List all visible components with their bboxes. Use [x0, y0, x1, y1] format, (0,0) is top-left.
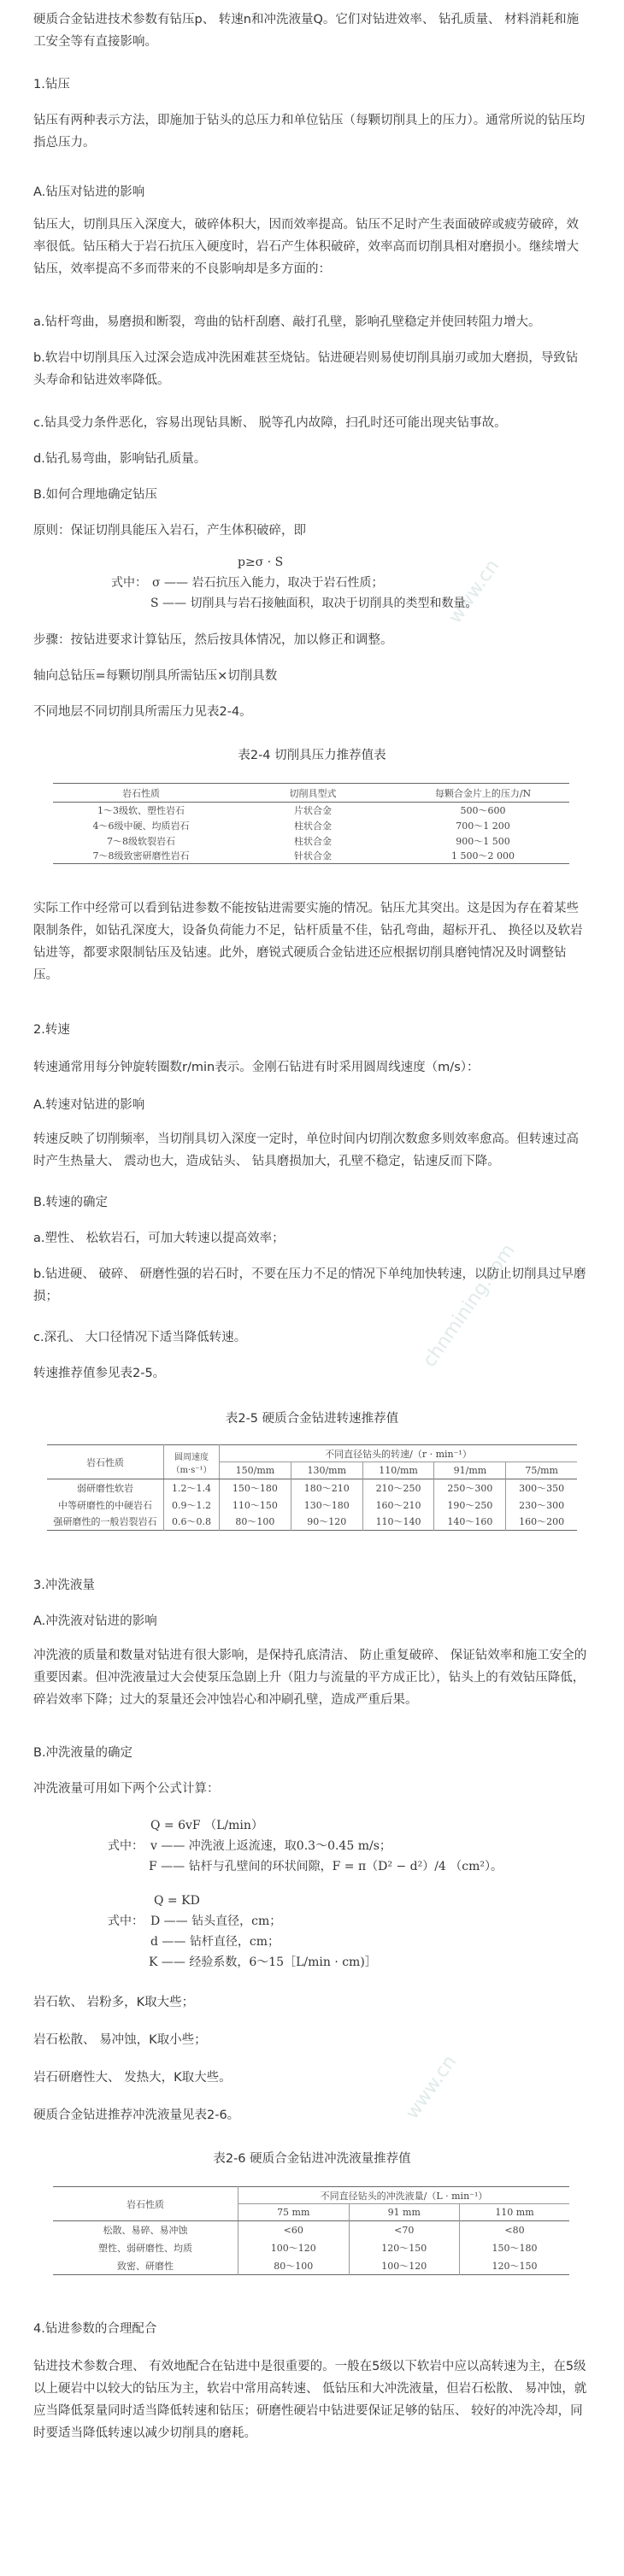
- subsection-title: B.转速的确定: [33, 1196, 109, 1209]
- formula-pressure: [0, 552, 624, 620]
- table-cell: 190～250: [434, 1497, 506, 1514]
- table-row: [53, 849, 569, 864]
- paragraph: 岩石软、 岩粉多，K取大些；: [33, 1996, 195, 2009]
- table-header: 岩石性质: [53, 2187, 238, 2221]
- subsection-title: B.冲洗液量的确定: [33, 1746, 133, 1760]
- formula-flow-1: [0, 1815, 624, 1884]
- paragraph: 钻压大，切削具压入深度大，破碎体积大，因而效率提高。钻压不足时产生表面破碎或疲劳破碎，效率很低。钻压稍大于岩石抗压入硬度时，岩石产生体积破碎，效率高而切削具相对磨损小。继续增大钻压，效率提高不多而带来的不良影响却是多方面的：: [33, 218, 579, 276]
- table-cell: <60: [238, 2221, 350, 2239]
- table-cell: 致密、研磨性: [53, 2257, 238, 2275]
- formula-line: D —— 钻头直径，cm；: [150, 1914, 282, 1928]
- table-header: 130/mm: [291, 1462, 362, 1479]
- table-cell: 80～100: [220, 1514, 291, 1531]
- table-cell: 柱状合金: [294, 820, 332, 832]
- table-row: [53, 803, 569, 818]
- table-cell: 松散、易碎、易冲蚀: [53, 2221, 238, 2239]
- formula-flow-2: [0, 1891, 624, 1985]
- subsection-title: A.转速对钻进的影响: [33, 1098, 145, 1112]
- table-header: 岩石性质: [122, 787, 160, 799]
- table-cell: 210～250: [362, 1479, 434, 1497]
- section-title-speed: 2.转速: [33, 1023, 70, 1037]
- table-header: 岩石性质: [47, 1445, 164, 1479]
- table-header: 圆周速度（m·s⁻¹）: [164, 1445, 220, 1479]
- table-cell: 7～8级软裂岩石: [107, 835, 175, 847]
- table-cell: 0.6～0.8: [164, 1514, 220, 1531]
- table-cell: 7～8级致密研磨性岩石: [92, 850, 190, 862]
- table-row: [53, 818, 569, 833]
- table-cell: 1～3级软、塑性岩石: [97, 804, 185, 816]
- table-caption: 表2-6 硬质合金钻进冲洗液量推荐值: [213, 2152, 411, 2166]
- formula-main: p≥σ · S: [238, 556, 284, 569]
- table-header: 150/mm: [220, 1462, 291, 1479]
- table-header: 91 mm: [349, 2204, 460, 2221]
- paragraph: 冲洗液的质量和数量对钻进有很大影响，是保持孔底清洁、 防止重复破碎、 保证钻效率和施工安全的重要因素。但冲洗液量过大会使泵压急剧上升（阻力与流量的平方成正比），钻头上的有效钻压降低，碎岩效率下降；过大的泵量还会冲蚀岩心和冲刷孔壁，造成严重后果。: [33, 1649, 587, 1707]
- table-cell: 强研磨性的一般岩裂岩石: [47, 1514, 164, 1531]
- table-2-6: [53, 2186, 569, 2275]
- paragraph: 原则：保证切削具能压入岩石，产生体积破碎，即: [33, 524, 306, 538]
- table-cell: 0.9～1.2: [164, 1497, 220, 1514]
- subsection-title: B.如何合理地确定钻压: [33, 488, 158, 502]
- table-cell: 100～120: [238, 2239, 350, 2257]
- paragraph: 转速推荐值参见表2-5。: [33, 1367, 166, 1380]
- table-row: [53, 2239, 569, 2257]
- table-cell: <80: [504, 2224, 525, 2236]
- table-cell: 120～150: [349, 2239, 460, 2257]
- paragraph: 实际工作中经常可以看到钻进参数不能按钻进需要实施的情况。钻压尤其突出。这是因为存在着某些限制条件，如钻孔深度大，设备负荷能力不足，钻杆质量不佳，钻孔弯曲，超标开孔、 换径以及软岩钻进等，都要求限制钻压及钻速。此外，磨锐式硬质合金钻进还应根据切削具磨钝情况及时调整钻压。: [33, 902, 583, 982]
- paragraph: 轴向总钻压=每颗切削具所需钻压×切削具数: [33, 669, 278, 683]
- formula-line: F —— 钻杆与孔壁间的环状间隙，F = π（D² − d²）/4 （cm²）。: [149, 1860, 503, 1873]
- formula-main: Q = 6vF （L/min）: [150, 1819, 263, 1832]
- subsection-title: A.钻压对钻进的影响: [33, 185, 145, 199]
- table-caption: 表2-4 切削具压力推荐值表: [238, 749, 386, 762]
- table-cell: 110～140: [362, 1514, 434, 1531]
- table-row: [47, 1497, 577, 1514]
- table-cell: 120～150: [492, 2260, 538, 2272]
- table-cell: 1.2～1.4: [164, 1479, 220, 1497]
- paragraph: 不同地层不同切削具所需压力见表2-4。: [33, 705, 252, 719]
- intro-paragraph: 硬质合金钻进技术参数有钻压p、 转速n和冲洗液量Q。它们对钻进效率、 钻孔质量、 材料消耗和施工安全等有直接影响。: [33, 13, 580, 49]
- table-2-5: [47, 1444, 577, 1531]
- formula-main: Q = KD: [154, 1894, 200, 1908]
- table-cell: 中等研磨性的中硬岩石: [47, 1497, 164, 1514]
- table-header: 110 mm: [495, 2207, 534, 2218]
- table-cell: 150～180: [220, 1479, 291, 1497]
- table-2-4: [53, 783, 569, 864]
- paragraph: 钻压有两种表示方法，即施加于钻头的总压力和单位钻压（每颗切削具上的压力）。通常所说的钻压均指总压力。: [33, 114, 586, 150]
- table-cell: 150～180: [492, 2243, 538, 2254]
- paragraph: 转速反映了切削频率，当切削具切入深度一定时，单位时间内切削次数愈多则效率愈高。但转速过高时产生热量大、 震动也大，造成钻头、 钻具磨损加大，孔壁不稳定，钻速反而下降。: [33, 1132, 579, 1168]
- paragraph: 岩石研磨性大、 发热大，K取大些。: [33, 2071, 232, 2085]
- table-cell: 230～300: [519, 1499, 565, 1511]
- watermark: www.cn: [444, 556, 504, 628]
- section-title-pressure: 1.钻压: [33, 78, 70, 91]
- table-cell: 片状合金: [294, 804, 332, 816]
- paragraph: 硬质合金钻进推荐冲洗液量见表2-6。: [33, 2108, 240, 2122]
- table-cell: 180～210: [291, 1479, 362, 1497]
- table-header: 110/mm: [362, 1462, 434, 1479]
- table-cell: 500～600: [460, 804, 506, 816]
- formula-line: σ —— 岩石抗压入能力，取决于岩石性质；: [152, 576, 384, 590]
- table-row: [53, 2257, 569, 2275]
- formula-line: d —— 钻杆直径，cm；: [150, 1935, 280, 1949]
- table-cell: 80～100: [238, 2257, 350, 2275]
- section-title-coordination: 4.钻进参数的合理配合: [33, 2322, 157, 2336]
- table-header: 75/mm: [525, 1465, 558, 1476]
- table-cell: 140～160: [434, 1514, 506, 1531]
- table-row: [47, 1479, 577, 1497]
- list-item: d.钻孔易弯曲，影响钻孔质量。: [33, 452, 207, 466]
- table-cell: 100～120: [349, 2257, 460, 2275]
- table-cell: 弱研磨性软岩: [47, 1479, 164, 1497]
- table-caption: 表2-5 硬质合金钻进转速推荐值: [225, 1412, 399, 1426]
- paragraph: 步骤：按钻进要求计算钻压，然后按具体情况，加以修正和调整。: [33, 633, 393, 647]
- list-item: a.钻杆弯曲，易磨损和断裂，弯曲的钻杆刮磨、敲打孔壁，影响孔壁稳定并使回转阻力增大。: [33, 315, 541, 329]
- table-header: 每颗合金片上的压力/N: [434, 787, 532, 799]
- table-row: [53, 2221, 569, 2239]
- paragraph: 钻进技术参数合理、 有效地配合在钻进中是很重要的。一般在5级以下软岩中应以高转速为主，在5级以上硬岩中以较大的钻压为主，软岩中常用高转速、 低钻压和大冲洗液量，但岩石松散、 易冲蚀，就应当降低泵量同时适当降低转速和钻压；研磨性硬岩中钻进要保证足够的钻压、 较好的冲洗冷却，同时要适当降低转速以减少切削具的磨耗。: [33, 2360, 587, 2440]
- list-item: b.软岩中切削具压入过深会造成冲洗困难甚至烧钻。钻进硬岩则易使切削具崩刃或加大磨损，导致钻头寿命和钻进效率降低。: [33, 351, 579, 387]
- table-cell: 160～200: [519, 1516, 565, 1528]
- formula-line: v —— 冲洗液上返流速，取0.3～0.45 m/s；: [150, 1839, 391, 1853]
- table-cell: 90～120: [291, 1514, 362, 1531]
- table-cell: 300～350: [519, 1482, 565, 1494]
- table-cell: 塑性、弱研磨性、均质: [53, 2239, 238, 2257]
- paragraph: 冲洗液量可用如下两个公式计算：: [33, 1782, 220, 1796]
- watermark: chnmining.com: [419, 1240, 520, 1372]
- paragraph: 岩石松散、 易冲蚀，K取小些；: [33, 2033, 207, 2047]
- list-item: c.钻具受力条件恶化，容易出现钻具断、 脱等孔内故障，扫孔时还可能出现夹钻事故。: [33, 416, 507, 430]
- table-cell: <70: [349, 2221, 460, 2239]
- table-cell: 160～210: [362, 1497, 434, 1514]
- table-cell: 4～6级中硬、均质岩石: [92, 820, 190, 832]
- list-item: b.钻进硬、 破碎、 研磨性强的岩石时，不要在压力不足的情况下单纯加快转速，以防止切削具过早磨损；: [33, 1267, 586, 1303]
- table-header: 不同直径钻头的转速/（r · min⁻¹）: [220, 1445, 578, 1462]
- table-header: 不同直径钻头的冲洗液量/（L · min⁻¹）: [238, 2187, 570, 2204]
- table-header: 91/mm: [434, 1462, 506, 1479]
- list-item: a.塑性、 松软岩石，可加大转速以提高效率；: [33, 1232, 285, 1245]
- list-item: c.深孔、 大口径情况下适当降低转速。: [33, 1331, 247, 1344]
- table-cell: 110～150: [220, 1497, 291, 1514]
- table-row: [47, 1514, 577, 1531]
- table-header: 75 mm: [238, 2204, 350, 2221]
- table-row: [53, 833, 569, 849]
- watermark: www.cn: [402, 2051, 462, 2124]
- formula-prefix: 式中：: [108, 1914, 144, 1928]
- table-header: 切削具型式: [289, 787, 337, 799]
- table-cell: 700～1 200: [456, 820, 510, 832]
- table-cell: 针状合金: [294, 850, 332, 862]
- table-cell: 柱状合金: [294, 835, 332, 847]
- table-cell: 900～1 500: [456, 835, 510, 847]
- formula-prefix: 式中：: [111, 576, 147, 590]
- table-cell: 1 500～2 000: [451, 850, 515, 862]
- section-title-flushing: 3.冲洗液量: [33, 1579, 95, 1592]
- table-cell: 250～300: [434, 1479, 506, 1497]
- formula-line: S —— 切削具与岩石接触面积，取决于切削具的类型和数量。: [150, 597, 478, 610]
- paragraph: 转速通常用每分钟旋转圈数r/min表示。金刚石钻进有时采用圆周线速度（m/s）：: [33, 1061, 480, 1074]
- table-cell: 130～180: [291, 1497, 362, 1514]
- formula-line: K —— 经验系数，6～15［L/min · cm)］: [149, 1956, 377, 1969]
- formula-prefix: 式中：: [108, 1839, 144, 1853]
- subsection-title: A.冲洗液对钻进的影响: [33, 1614, 157, 1628]
